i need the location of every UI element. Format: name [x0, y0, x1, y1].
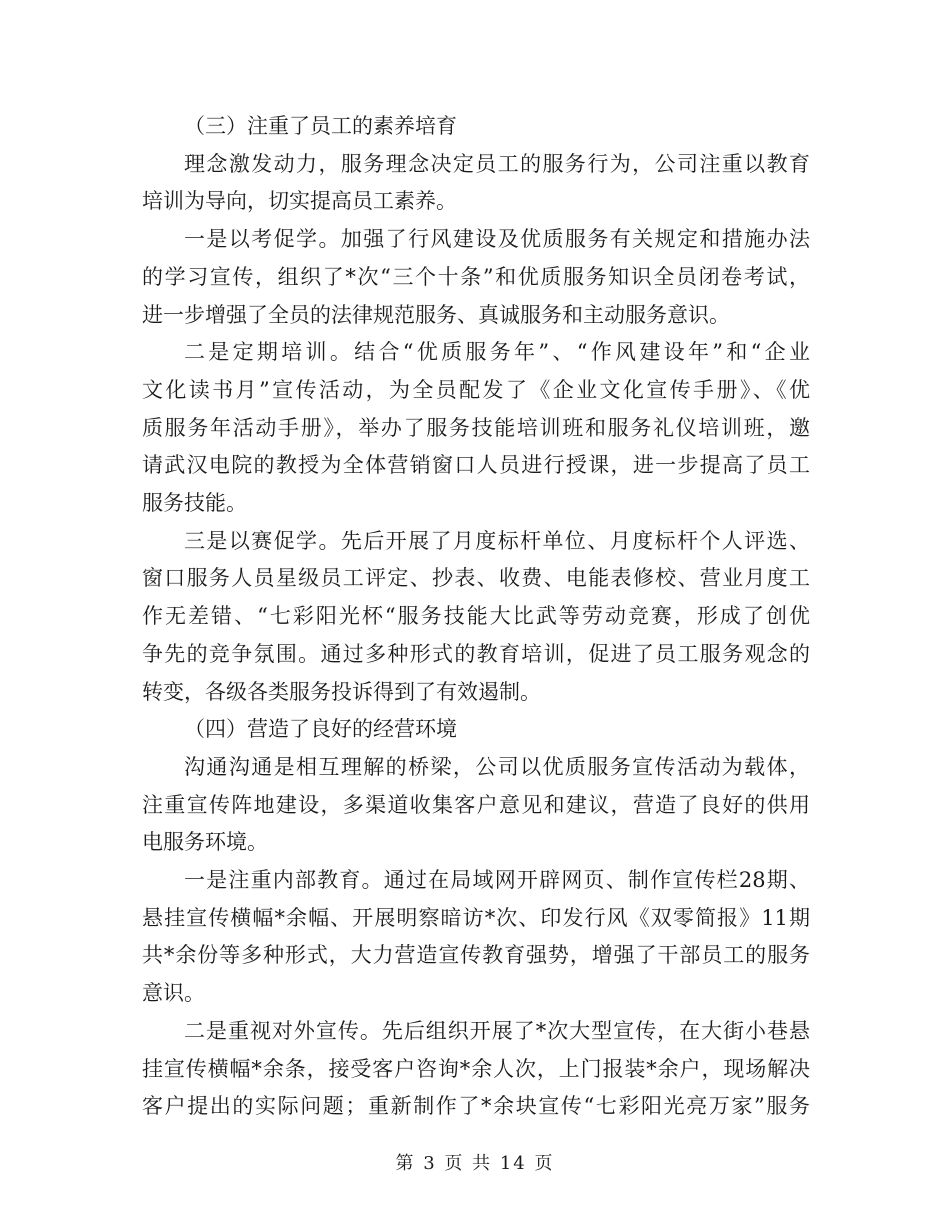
document-body	[142, 108, 810, 1126]
paragraph-line: 争先的竞争氛围。通过多种形式的教育培训，促进了员工服务观念的	[142, 641, 810, 666]
paragraph-line: 请武汉电院的教授为全体营销窗口人员进行授课，进一步提高了员工	[142, 453, 810, 478]
page-number: 第 3 页 共 14 页	[395, 1153, 555, 1174]
paragraph-line: 的学习宣传，组织了*次“三个十条”和优质服务知识全员闭卷考试，	[142, 264, 810, 289]
paragraph-line: 理念激发动力，服务理念决定员工的服务行为，公司注重以教育	[184, 151, 810, 176]
paragraph-line: 二是定期培训。结合“优质服务年”、“作风建设年”和“企业	[184, 340, 810, 365]
paragraph-line: 一是注重内部教育。通过在局域网开辟网页、制作宣传栏28期、	[184, 868, 810, 893]
paragraph-line: 窗口服务人员星级员工评定、抄表、收费、电能表修校、营业月度工	[142, 566, 810, 591]
paragraph-line: 质服务年活动手册》，举办了服务技能培训班和服务礼仪培训班，邀	[142, 415, 810, 440]
paragraph-line: 共*余份等多种形式，大力营造宣传教育强势，增强了干部员工的服务	[142, 943, 810, 968]
paragraph-line: 电服务环境。	[142, 830, 268, 855]
paragraph-line: 进一步增强了全员的法律规范服务、真诚服务和主动服务意识。	[142, 302, 730, 327]
paragraph-line: 转变，各级各类服务投诉得到了有效遏制。	[142, 679, 541, 704]
paragraph-line: 文化读书月”宣传活动，为全员配发了《企业文化宣传手册》、《优	[142, 377, 810, 402]
section-heading: （四）营造了良好的经营环境	[184, 717, 457, 742]
paragraph-line: 意识。	[142, 981, 205, 1006]
section-heading: （三）注重了员工的素养培育	[184, 114, 457, 138]
page-footer	[0, 1152, 950, 1176]
paragraph-line: 客户提出的实际问题；重新制作了*余块宣传“七彩阳光亮万家”服务	[142, 1094, 810, 1119]
paragraph-line: 注重宣传阵地建设，多渠道收集客户意见和建议，营造了良好的供用	[142, 792, 810, 817]
paragraph-line: 三是以赛促学。先后开展了月度标杆单位、月度标杆个人评选、	[184, 528, 810, 553]
paragraph-line: 培训为导向，切实提高员工素养。	[142, 189, 457, 214]
paragraph-line: 二是重视对外宣传。先后组织开展了*次大型宣传，在大街小巷悬	[184, 1018, 810, 1043]
paragraph-line: 服务技能。	[142, 491, 247, 516]
paragraph-line: 一是以考促学。加强了行风建设及优质服务有关规定和措施办法	[184, 227, 810, 252]
paragraph-line: 悬挂宣传横幅*余幅、开展明察暗访*次、印发行风《双零简报》11期	[142, 905, 810, 930]
paragraph-line: 作无差错、“七彩阳光杯“服务技能大比武等劳动竞赛，形成了创优	[142, 604, 810, 629]
paragraph-line: 挂宣传横幅*余条，接受客户咨询*余人次，上门报装*余户，现场解决	[142, 1056, 810, 1081]
paragraph-line: 沟通沟通是相互理解的桥梁，公司以优质服务宣传活动为载体，	[184, 754, 810, 779]
